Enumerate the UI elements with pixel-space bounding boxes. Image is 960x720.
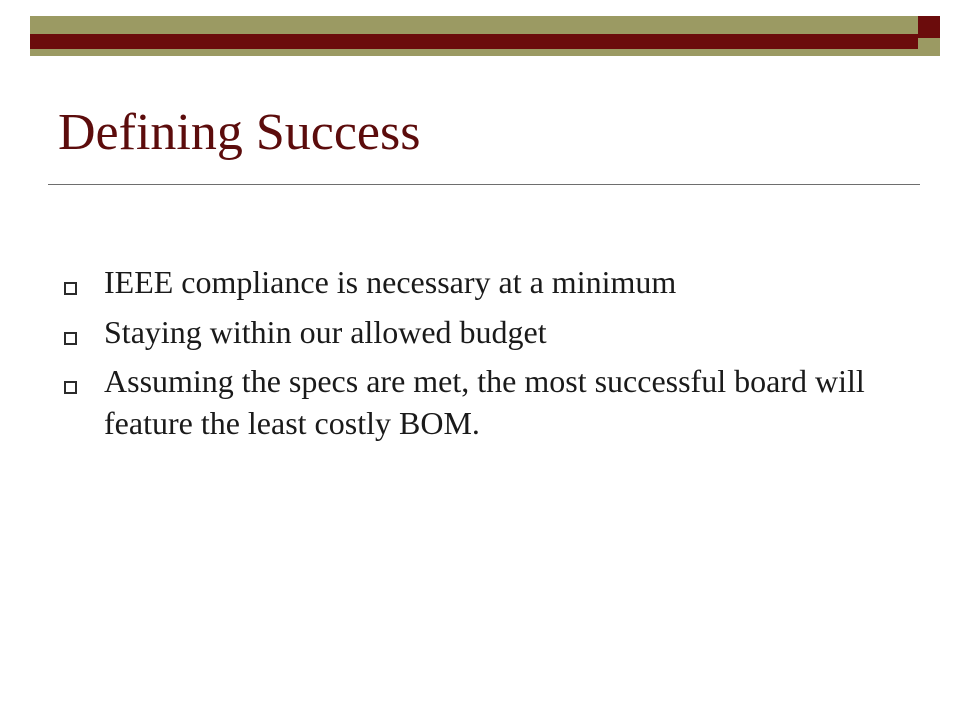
bullet-text: Assuming the specs are met, the most successful board will feature the least costly BOM.	[104, 363, 865, 441]
hollow-square-bullet-icon	[64, 381, 77, 394]
bullet-item	[64, 361, 894, 444]
bullet-item	[64, 312, 894, 354]
header-bar-olive-top	[30, 16, 918, 34]
bullet-text: Staying within our allowed budget	[104, 313, 547, 350]
bullet-list	[64, 262, 894, 452]
corner-square-olive	[918, 38, 940, 56]
hollow-square-bullet-icon	[64, 332, 77, 345]
bullet-text: IEEE compliance is necessary at a minimum	[104, 264, 677, 300]
header-bar-olive-bottom	[30, 49, 918, 56]
slide-title: Defining Success	[58, 104, 421, 161]
title-divider	[48, 184, 920, 185]
corner-square-maroon	[918, 16, 940, 38]
bullet-item	[64, 262, 894, 304]
hollow-square-bullet-icon	[64, 282, 77, 295]
header-bar-maroon	[30, 34, 918, 49]
